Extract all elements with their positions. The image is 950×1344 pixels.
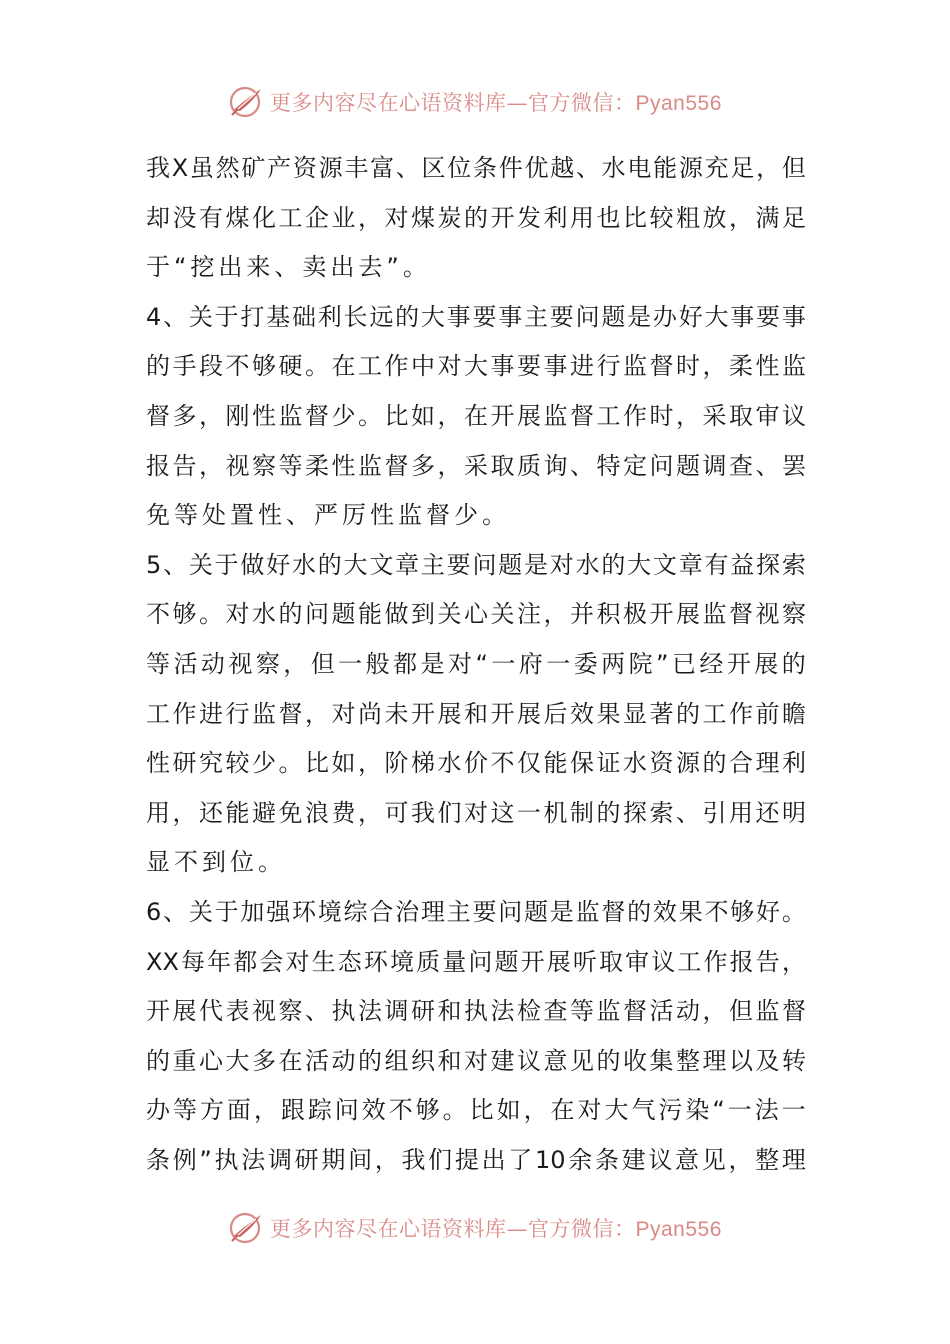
text-line: 却 没 有 煤 化 工 企 业 ， 对 煤 炭 的 开 发 利 用 也 比 较 粗 放 ， 满 足 — [146, 203, 806, 232]
text-line: 6 、 关 于 加 强 环 境 综 合 治 理 主 要 问 题 是 监 督 的 效 果 不 够 好 。 — [146, 897, 806, 926]
watermark-text — [270, 87, 722, 117]
text-line: 督 多 ， 刚 性 监 督 少 。 比 如 ， 在 开 展 监 督 工 作 时 ， 采 取 审 议 — [146, 401, 806, 430]
watermark-wechat-id: Pyan556 — [635, 1218, 722, 1241]
quill-logo-icon — [228, 1210, 264, 1246]
watermark-wechat-id: Pyan556 — [635, 92, 722, 115]
text-line: 的 手 段 不 够 硬 。 在 工 作 中 对 大 事 要 事 进 行 监 督 时 ， 柔 性 监 — [146, 352, 806, 381]
text-line: 免等处置性、严厉性监督少。 — [146, 501, 510, 530]
text-line: 用 ， 还 能 避 免 浪 费 ， 可 我 们 对 这 一 机 制 的 探 索 、 引 用 还 明 — [146, 798, 806, 827]
footer-watermark — [228, 1208, 748, 1248]
quill-logo-icon — [228, 84, 264, 120]
document-body — [146, 144, 806, 1185]
text-line: 于“挖出来、卖出去”。 — [146, 253, 431, 282]
watermark-label: 更多内容尽在心语资料库—官方微信： — [270, 1217, 636, 1241]
text-line: 性 研 究 较 少 。 比 如 ， 阶 梯 水 价 不 仅 能 保 证 水 资 源 的 合 理 利 — [146, 749, 806, 778]
watermark-text — [270, 1213, 722, 1243]
text-line: 4 、 关 于 打 基 础 利 长 远 的 大 事 要 事 主 要 问 题 是 办 好 大 事 要 事 — [146, 302, 806, 331]
text-line: 等 活 动 视 察 ， 但 一 般 都 是 对 “ 一 府 一 委 两 院 ” 已 经 开 展 的 — [146, 649, 806, 678]
text-line: 报 告 ， 视 察 等 柔 性 监 督 多 ， 采 取 质 询 、 特 定 问 题 调 查 、 罢 — [146, 451, 806, 480]
text-line: XX 每 年 都 会 对 生 态 环 境 质 量 问 题 开 展 听 取 审 议 工 作 报 告 ， — [146, 947, 806, 976]
text-line: 办 等 方 面 ， 跟 踪 问 效 不 够 。 比 如 ， 在 对 大 气 污 染 “ 一 法 一 — [146, 1096, 806, 1125]
watermark-label: 更多内容尽在心语资料库—官方微信： — [270, 91, 636, 115]
text-line: 不 够 。 对 水 的 问 题 能 做 到 关 心 关 注 ， 并 积 极 开 展 监 督 视 察 — [146, 600, 806, 629]
text-line: 条 例 ” 执 法 调 研 期 间 ， 我 们 提 出 了 10 余 条 建 议 意 见 ， 整 理 — [146, 1145, 806, 1174]
text-line: 工 作 进 行 监 督 ， 对 尚 未 开 展 和 开 展 后 效 果 显 著 的 工 作 前 瞻 — [146, 699, 806, 728]
text-line: 的 重 心 大 多 在 活 动 的 组 织 和 对 建 议 意 见 的 收 集 整 理 以 及 转 — [146, 1046, 806, 1075]
text-line: 5 、 关 于 做 好 水 的 大 文 章 主 要 问 题 是 对 水 的 大 文 章 有 益 探 索 — [146, 550, 806, 579]
text-line: 我 X 虽 然 矿 产 资 源 丰 富 、 区 位 条 件 优 越 、 水 电 能 源 充 足 ， 但 — [146, 154, 806, 182]
header-watermark — [228, 82, 748, 122]
text-line: 开 展 代 表 视 察 、 执 法 调 研 和 执 法 检 查 等 监 督 活 动 ， 但 监 督 — [146, 997, 806, 1026]
text-line: 显不到位。 — [146, 848, 286, 877]
